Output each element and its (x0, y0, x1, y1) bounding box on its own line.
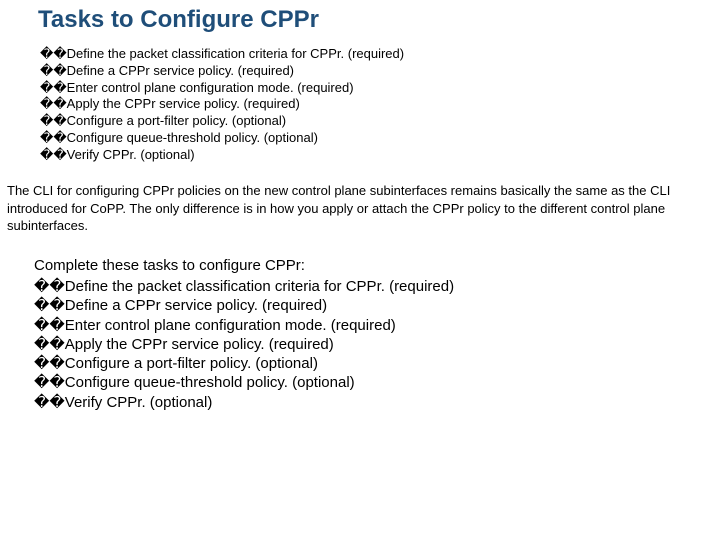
page-title: Tasks to Configure CPPr (38, 6, 319, 33)
bullet-glyph: �� (34, 278, 65, 295)
task-text: Configure queue-threshold policy. (optional) (66, 129, 318, 145)
task-text: Define the packet classification criteria for CPPr. (required) (66, 46, 405, 61)
task-list-bottom (34, 277, 454, 412)
list-item (40, 80, 404, 97)
list-item (40, 63, 404, 80)
list-item (34, 393, 454, 412)
task-text: Configure a port-filter policy. (optional) (66, 113, 287, 129)
task-text: Configure queue-threshold policy. (optional) (64, 374, 355, 392)
list-item (34, 335, 454, 354)
task-text: Enter control plane configuration mode. (required) (66, 79, 354, 95)
task-text: Configure a port-filter policy. (optional) (64, 355, 318, 373)
task-text: Define a CPPr service policy. (required) (64, 297, 328, 315)
bullet-glyph: �� (34, 335, 65, 353)
task-text: Enter control plane configuration mode. (required) (64, 316, 396, 334)
bullet-glyph: �� (34, 393, 65, 411)
bullet-glyph: �� (34, 297, 65, 315)
bullet-glyph: �� (34, 316, 65, 334)
bullet-glyph: �� (34, 355, 65, 373)
bullet-glyph: �� (40, 146, 67, 162)
bullet-glyph: �� (40, 113, 67, 129)
task-list-top (40, 46, 404, 164)
bullet-glyph: �� (40, 62, 67, 78)
bullet-glyph: �� (40, 129, 67, 145)
bullet-glyph: �� (40, 96, 67, 112)
task-text: Define the packet classification criteria for CPPr. (required) (64, 278, 455, 295)
list-item (34, 316, 454, 335)
list-item (34, 354, 454, 373)
bullet-glyph: �� (34, 374, 65, 392)
task-text: Define a CPPr service policy. (required) (66, 62, 295, 78)
bullet-glyph: �� (40, 79, 67, 95)
task-text: Apply the CPPr service policy. (required) (64, 335, 334, 353)
list-item (34, 296, 454, 315)
list-item (34, 277, 454, 296)
list-item (40, 147, 404, 164)
intro-text: Complete these tasks to configure CPPr: (34, 257, 305, 274)
list-item (40, 130, 404, 147)
list-item (40, 113, 404, 130)
task-text: Apply the CPPr service policy. (required) (66, 96, 300, 112)
list-item (40, 96, 404, 113)
cli-paragraph: The CLI for configuring CPPr policies on the new control plane subinterfaces remains basically the same as the CLI introduced for CoPP. The only difference is in how you apply or attach the CPPr policy to the different control plane subinterfaces. (7, 183, 671, 233)
task-text: Verify CPPr. (optional) (64, 393, 213, 411)
bullet-glyph: �� (40, 46, 67, 61)
list-item (34, 373, 454, 392)
list-item (40, 46, 404, 63)
task-text: Verify CPPr. (optional) (66, 146, 195, 162)
